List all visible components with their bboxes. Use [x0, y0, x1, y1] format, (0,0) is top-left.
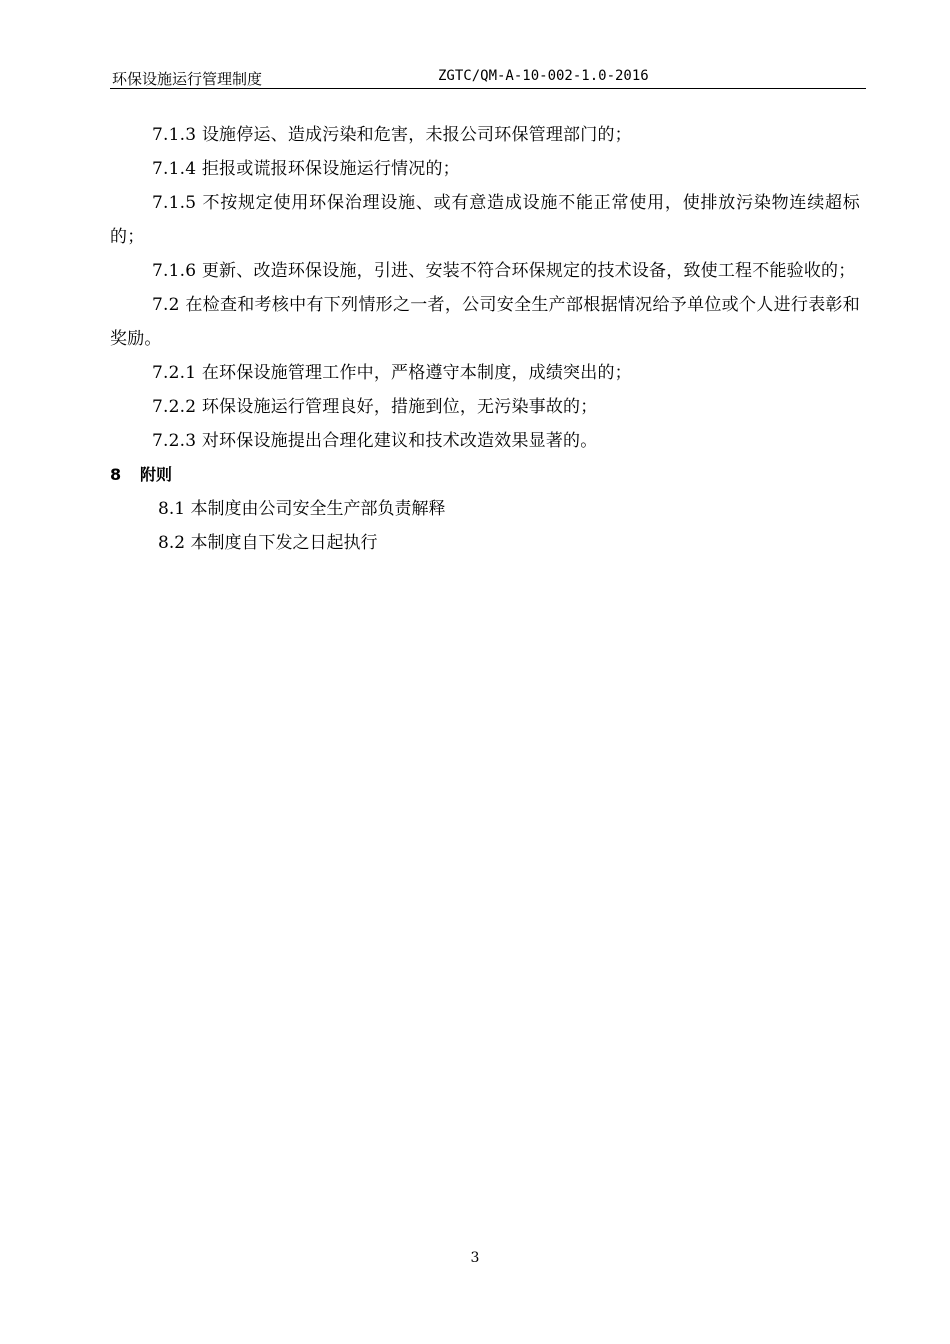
clause-7-1-6: 7.1.6 更新、改造环保设施，引进、安装不符合环保规定的技术设备，致使工程不能验收的；	[152, 261, 856, 281]
section-8-heading	[110, 458, 860, 492]
page-header	[110, 62, 866, 89]
section-8-number: 8	[110, 465, 122, 484]
document-body	[110, 118, 860, 560]
section-8-title: 附则	[140, 465, 173, 484]
clause-7-2: 7.2 在检查和考核中有下列情形之一者，公司安全生产部根据情况给予单位或个人进行表彰和奖励。	[110, 295, 860, 349]
document-code: ZGTC/QM-A-10-002-1.0-2016	[438, 68, 649, 84]
clause-7-2-2: 7.2.2 环保设施运行管理良好，措施到位，无污染事故的；	[152, 397, 598, 417]
clause-7-2-1: 7.2.1 在环保设施管理工作中，严格遵守本制度，成绩突出的；	[152, 363, 632, 383]
clause-7-1-4: 7.1.4 拒报或谎报环保设施运行情况的；	[152, 159, 460, 179]
clause-7-1-3: 7.1.3 设施停运、造成污染和危害，未报公司环保管理部门的；	[152, 125, 632, 145]
clause-8-1: 8.1 本制度由公司安全生产部负责解释	[158, 499, 446, 519]
clause-7-2-3: 7.2.3 对环保设施提出合理化建议和技术改造效果显著的。	[152, 431, 598, 451]
clause-8-2: 8.2 本制度自下发之日起执行	[158, 533, 378, 553]
header-title: 环保设施运行管理制度	[112, 70, 263, 88]
page-number: 3	[470, 1250, 480, 1266]
clause-7-1-5: 7.1.5 不按规定使用环保治理设施、或有意造成设施不能正常使用，使排放污染物连续超标的；	[110, 193, 860, 247]
